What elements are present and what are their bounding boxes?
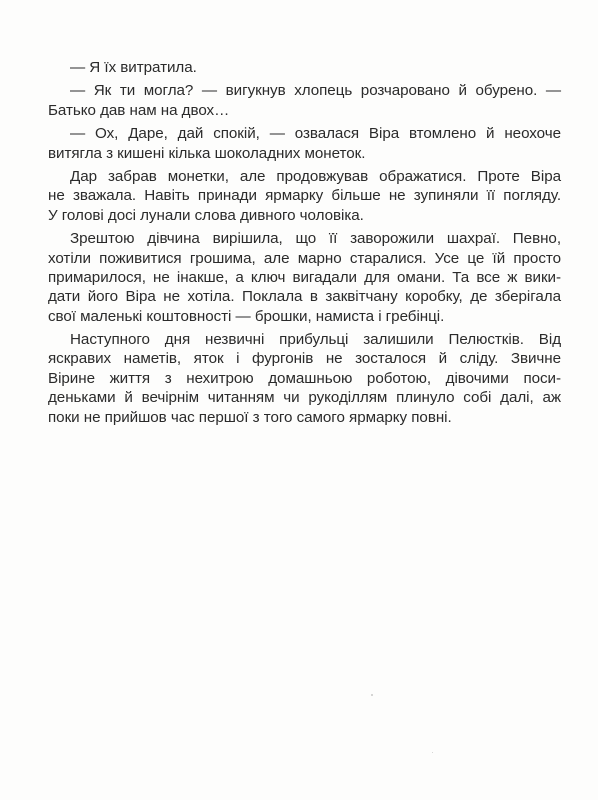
text-line: примарилося, не інакше, а ключ вигадали для омани. Та все ж вики- xyxy=(48,268,561,286)
text-line: свої маленькі коштовності — брошки, намиста і гребінці. xyxy=(48,307,445,325)
text-line: — Я їх витратила. xyxy=(70,59,197,76)
text-line: не зважала. Навіть принади ярмарку більше не зупиняли її погляду. xyxy=(48,187,561,205)
text-line: Зрештою дівчина вирішила, що її заворожили шахраї. Певно, xyxy=(70,230,561,248)
scan-speck xyxy=(432,752,433,753)
text-line: У голові досі лунали слова дивного чоловіка. xyxy=(48,206,364,224)
text-line: поки не прийшов час першої з того самого ярмарку повні. xyxy=(48,408,452,426)
text-line: — Ох, Даре, дай спокій, — озвалася Віра втомлено й неохоче xyxy=(70,125,561,143)
text-line: витягла з кишені кілька шоколадних монеток. xyxy=(48,144,366,162)
text-line: деньками й вечірнім читанням чи рукоділлям плинуло собі далі, аж xyxy=(48,389,561,407)
text-line: яскравих наметів, яток і фургонів не зосталося й сліду. Звичне xyxy=(48,350,561,368)
text-line: — Як ти могла? — вигукнув хлопець розчаровано й обурено. — xyxy=(70,82,561,100)
scan-speck xyxy=(371,694,373,696)
page-text xyxy=(48,58,561,427)
text-line: дати його Віра не хотіла. Поклала в заквітчану коробку, де зберігала xyxy=(48,288,561,306)
text-line: Дар забрав монетки, але продовжував ображатися. Проте Віра xyxy=(70,167,561,185)
text-line: Батько дав нам на двох… xyxy=(48,101,230,119)
text-line: хотіли поживитися грошима, але марно старалися. Усе це їй просто xyxy=(48,249,561,267)
text-line: Наступного дня незвичні прибульці залишили Пелюстків. Від xyxy=(70,331,561,349)
text-line: Вірине життя з нехитрою домашньою роботою, дівочими поси- xyxy=(48,369,561,387)
